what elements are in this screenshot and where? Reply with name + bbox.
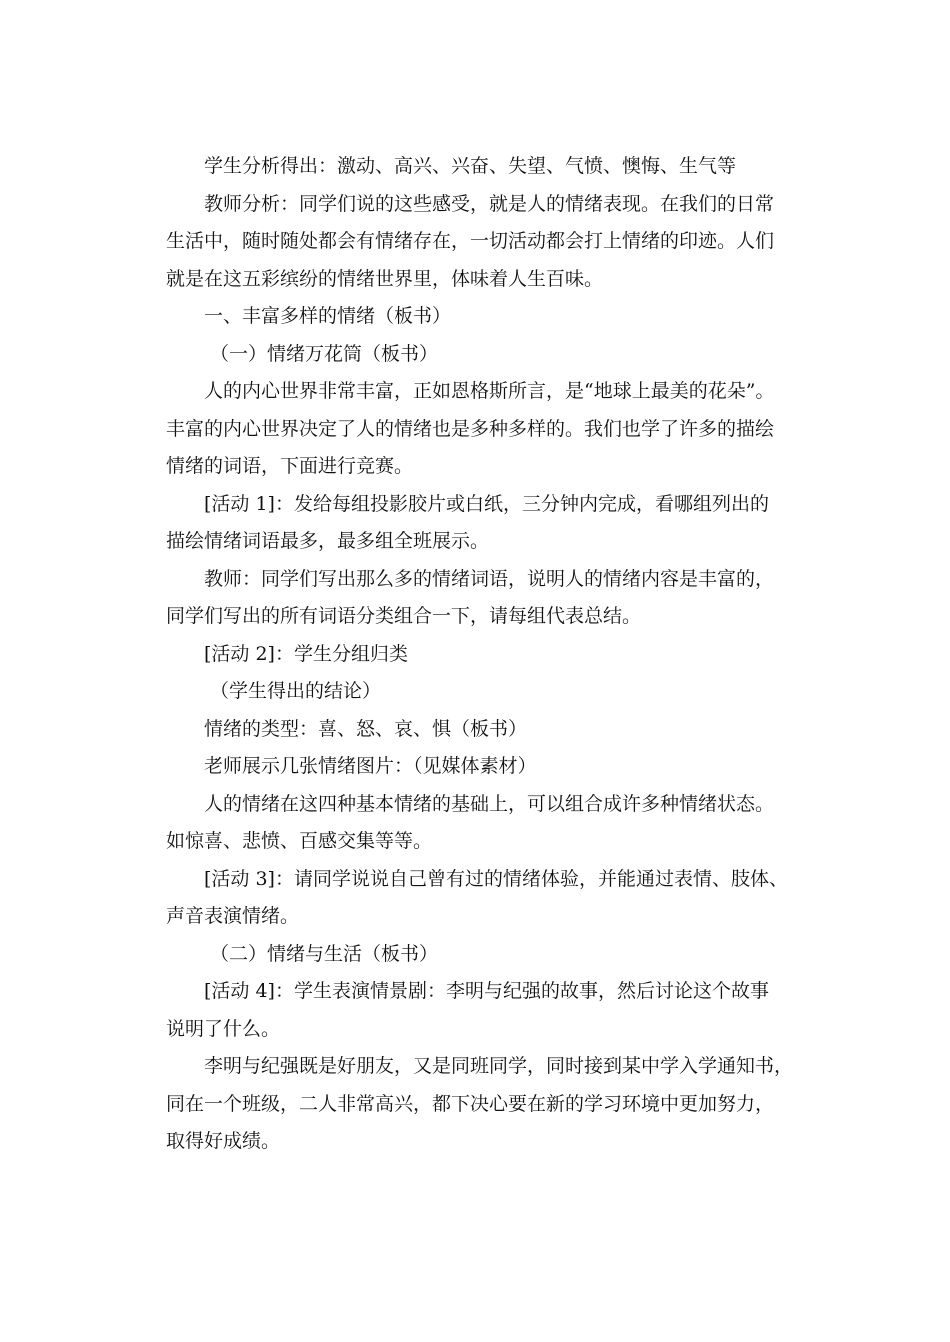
paragraph-student-conclusion bbox=[166, 673, 806, 711]
paragraph-activity-4 bbox=[166, 973, 806, 1048]
paragraph-line: [活动 3]：请同学说说自己曾有过的情绪体验，并能通过表情、肢体、 bbox=[204, 867, 788, 890]
paragraph-line: （一）情绪万花筒（板书） bbox=[210, 342, 439, 365]
paragraph-line: 学生分析得出：激动、高兴、兴奋、失望、气愤、懊悔、生气等 bbox=[204, 155, 737, 177]
paragraph-line: 人的内心世界非常丰富，正如恩格斯所言，是“地球上最美的花朵”。 bbox=[204, 380, 775, 402]
paragraph-line: 情绪的词语，下面进行竞赛。 bbox=[166, 455, 414, 477]
paragraph-basic-emotions bbox=[166, 786, 806, 861]
paragraph-line: 就是在这五彩缤纷的情绪世界里，体味着人生百味。 bbox=[166, 267, 604, 290]
paragraph-teacher-pictures bbox=[166, 748, 806, 786]
paragraph-teacher-analysis bbox=[166, 186, 806, 299]
paragraph-line: [活动 2]：学生分组归类 bbox=[204, 642, 408, 665]
paragraph-line: 李明与纪强既是好朋友，又是同班同学，同时接到某中学入学通知书， bbox=[204, 1055, 794, 1077]
paragraph-line: 同学们写出的所有词语分类组合一下，请每组代表总结。 bbox=[166, 605, 642, 627]
paragraph-activity-2 bbox=[166, 636, 806, 674]
paragraph-line: 一、丰富多样的情绪（板书） bbox=[204, 305, 452, 327]
subsection-heading-2 bbox=[166, 936, 806, 974]
paragraph-emotion-types bbox=[166, 711, 806, 749]
paragraph-inner-world bbox=[166, 373, 806, 486]
paragraph-line: [活动 1]：发给每组投影胶片或白纸，三分钟内完成，看哪组列出的 bbox=[204, 492, 769, 515]
section-heading-1 bbox=[166, 298, 806, 336]
paragraph-line: 同在一个班级，二人非常高兴，都下决心要在新的学习环境中更加努力， bbox=[166, 1092, 775, 1115]
paragraph-line: （学生得出的结论） bbox=[210, 680, 382, 702]
paragraph-line: 取得好成绩。 bbox=[166, 1130, 281, 1152]
paragraph-line: 人的情绪在这四种基本情绪的基础上，可以组合成许多种情绪状态。 bbox=[204, 792, 775, 815]
paragraph-line: [活动 4]：学生表演情景剧：李明与纪强的故事，然后讨论这个故事 bbox=[204, 980, 769, 1002]
paragraph-line: 生活中，随时随处都会有情绪存在，一切活动都会打上情绪的印迹。人们 bbox=[166, 230, 775, 252]
paragraph-line: 丰富的内心世界决定了人的情绪也是多种多样的。我们也学了许多的描绘 bbox=[166, 417, 775, 440]
paragraph-line: 如惊喜、悲愤、百感交集等等。 bbox=[166, 830, 433, 852]
paragraph-line: 老师展示几张情绪图片：（见媒体素材） bbox=[204, 755, 537, 777]
paragraph-activity-1 bbox=[166, 486, 806, 561]
paragraph-line: 声音表演情绪。 bbox=[166, 905, 300, 927]
subsection-heading-1 bbox=[166, 336, 806, 374]
paragraph-student-analysis bbox=[166, 148, 806, 186]
paragraph-teacher-summary bbox=[166, 561, 806, 636]
paragraph-line: 说明了什么。 bbox=[166, 1017, 281, 1040]
paragraph-line: 描绘情绪词语最多，最多组全班展示。 bbox=[166, 530, 490, 552]
paragraph-story bbox=[166, 1048, 806, 1161]
paragraph-line: 教师：同学们写出那么多的情绪词语，说明人的情绪内容是丰富的， bbox=[204, 567, 775, 590]
paragraph-activity-3 bbox=[166, 861, 806, 936]
paragraph-line: 情绪的类型：喜、怒、哀、惧（板书） bbox=[204, 717, 528, 740]
document-body bbox=[166, 148, 806, 1161]
paragraph-line: 教师分析：同学们说的这些感受，就是人的情绪表现。在我们的日常 bbox=[204, 192, 775, 215]
paragraph-line: （二）情绪与生活（板书） bbox=[210, 942, 439, 965]
